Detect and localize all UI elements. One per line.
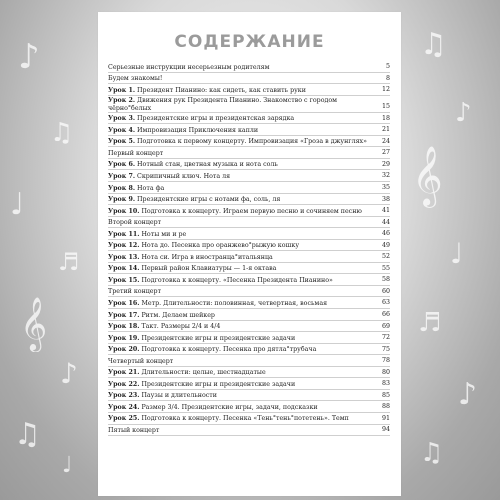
toc-lesson-number: Урок 10. [108, 207, 140, 215]
toc-page-number: 83 [381, 380, 390, 388]
toc-page-number: 60 [381, 287, 390, 295]
toc-entry [108, 321, 390, 333]
toc-entry-title [108, 219, 390, 227]
toc-entry-title [108, 415, 390, 423]
toc-entry-title [108, 427, 390, 435]
toc-lesson-number: Урок 6. [108, 161, 136, 169]
toc-entry-title [108, 242, 390, 250]
toc-page-number: 94 [381, 426, 390, 434]
toc-page-number: 75 [381, 345, 390, 353]
toc-entry-text: Подготовка к концерту. Песенка про дятла°трубача [141, 346, 317, 354]
toc-entry-text: Подготовка к концерту. Играем первую песню и сочиняем песню [141, 207, 362, 215]
toc-entry-text: Метр. Длительности: половинная, четвертная, восьмая [141, 299, 328, 307]
toc-entry [108, 124, 390, 136]
toc-lesson-number: Урок 14. [108, 265, 140, 273]
toc-entry-text: Ритм. Делаем шейкер [141, 311, 215, 319]
toc-entry [108, 96, 390, 113]
treble-clef-icon: 𝄞 [20, 296, 48, 350]
toc-entry [108, 401, 390, 413]
toc-entry-title [108, 288, 390, 296]
toc-entry-text: Нота фа [137, 184, 165, 192]
toc-entry-text: Нотный стан, цветная музыка и нота соль [137, 161, 278, 169]
toc-lesson-number: Урок 8. [108, 184, 136, 192]
toc-lesson-number: Урок 9. [108, 196, 136, 204]
toc-entry-text: Серьезные инструкции несерьезным родителям [108, 63, 270, 71]
music-note-icon: ♬ [418, 308, 442, 338]
toc-page-number: 38 [381, 195, 390, 203]
toc-lesson-number: Урок 15. [108, 276, 140, 284]
toc-entry-text: Размер 3/4. Президентские игры, задачи, подсказки [141, 403, 318, 411]
toc-page-number: 58 [381, 276, 390, 284]
toc-page-number: 85 [381, 391, 390, 399]
toc-entry-title [108, 161, 390, 169]
toc-entry-text: Второй концерт [108, 219, 162, 227]
toc-entry [108, 297, 390, 309]
toc-page-number: 55 [381, 264, 390, 272]
toc-entry-title [108, 185, 390, 193]
toc-entry-title [108, 381, 390, 389]
treble-clef-icon: 𝄞 [412, 146, 443, 206]
toc-entry-title [108, 265, 390, 273]
toc-entry-text: Импровизация Приключения капли [137, 126, 259, 134]
toc-entry-title [108, 369, 390, 377]
page-title: СОДЕРЖАНИЕ [174, 32, 325, 52]
toc-entry [108, 367, 390, 379]
toc-entry [108, 182, 390, 194]
toc-entry-text: Президент Пианино: как сидеть, как ставить руки [137, 86, 306, 94]
toc-page-number: 49 [381, 241, 390, 249]
toc-entry [108, 425, 390, 437]
music-note-icon: ♩ [10, 187, 25, 222]
toc-entry [108, 170, 390, 182]
toc-entry [108, 147, 390, 159]
toc-page-number: 15 [381, 103, 390, 111]
toc-entry-title [108, 404, 390, 412]
toc-entry-text: Паузы и длительности [141, 392, 217, 400]
toc-lesson-number: Урок 17. [108, 311, 140, 319]
toc-lesson-number: Урок 25. [108, 415, 140, 423]
toc-page-number: 5 [385, 62, 390, 70]
toc-entry-title [108, 277, 390, 285]
toc-entry-text: Подготовка к концерту. «Песенка Президента Пианино» [141, 276, 333, 284]
toc-lesson-number: Урок 4. [108, 126, 136, 134]
toc-page-number: 27 [381, 149, 390, 157]
toc-entry [108, 240, 390, 252]
toc-entry-title [108, 231, 390, 239]
toc-entry-title [108, 300, 390, 308]
music-note-icon: ♫ [420, 27, 447, 62]
toc-lesson-number: Урок 1. [108, 86, 136, 94]
toc-page-number: 35 [381, 183, 390, 191]
toc-entry [108, 217, 390, 229]
toc-page-number: 66 [381, 310, 390, 318]
toc-page-number: 69 [381, 322, 390, 330]
toc-entry-text: Подготовка к концерту. Песенка «Тень°тень°потетень». Темп [141, 415, 349, 423]
toc-entry-text: Президентские игры и президентская зарядка [137, 115, 295, 123]
toc-lesson-number: Урок 24. [108, 403, 140, 411]
toc-entry [108, 332, 390, 344]
toc-lesson-number: Урок 18. [108, 323, 140, 331]
toc-lesson-number: Урок 12. [108, 242, 140, 250]
toc-entry-text: Нота си. Игра в иностранца°итальянца [141, 253, 273, 261]
toc-lesson-number: Урок 21. [108, 369, 140, 377]
toc-page-number: 44 [381, 218, 390, 226]
music-note-icon: ♩ [62, 453, 73, 478]
toc-entry-text: Четвертый концерт [108, 357, 174, 365]
toc-page-number: 41 [381, 207, 390, 215]
toc-entry [108, 84, 390, 96]
toc-lesson-number: Урок 20. [108, 346, 140, 354]
toc-page-number: 8 [385, 74, 390, 82]
toc-entry-text: Ноты ми и ре [141, 230, 187, 238]
toc-entry-text: Президентские игры с нотами фа, соль, ля [137, 196, 281, 204]
toc-entry-text: Президентские игры и президентские задачи [141, 380, 296, 388]
toc-entry-text: Будем знакомы! [108, 75, 163, 83]
toc-entry-text: Пятый концерт [108, 427, 160, 434]
toc-entry-title [108, 138, 390, 146]
music-note-icon: ♩ [450, 237, 464, 270]
toc-entry-text: Президентские игры и президентские задачи [141, 334, 296, 342]
toc-entry-title [108, 87, 390, 95]
toc-page-number: 52 [381, 253, 390, 261]
toc-page-number: 32 [381, 172, 390, 180]
toc-entry-title [108, 150, 390, 158]
toc-entry-title [108, 196, 390, 204]
toc-page-number: 12 [381, 86, 390, 94]
toc-entry-title [108, 335, 390, 343]
toc-entry [108, 136, 390, 148]
toc-entry [108, 73, 390, 85]
toc-page-number: 78 [381, 357, 390, 365]
toc-entry-title [108, 173, 390, 181]
toc-entry [108, 344, 390, 356]
toc-entry-title [108, 323, 390, 331]
toc-page-number: 88 [381, 403, 390, 411]
toc-lesson-number: Урок 16. [108, 299, 140, 307]
toc-lesson-number: Урок 2. [108, 97, 136, 105]
toc-entry [108, 194, 390, 206]
toc-lesson-number: Урок 11. [108, 230, 140, 238]
toc-entry-title [108, 127, 390, 135]
toc-entry [108, 228, 390, 240]
toc-entry-title [108, 75, 390, 83]
toc-lesson-number: Урок 7. [108, 172, 136, 180]
toc-entry-text: Первый район Клавиатуры — 1-я октава [141, 265, 277, 273]
toc-entry [108, 61, 390, 73]
toc-entry-text: Третий концерт [108, 288, 162, 296]
toc-page-number: 21 [381, 126, 390, 134]
toc-lesson-number: Урок 13. [108, 253, 140, 261]
toc-entry-text: Подготовка к первому концерту. Импровизация «Гроза в джунглях» [137, 138, 367, 146]
toc-page-number: 80 [381, 368, 390, 376]
contents-page [98, 12, 401, 496]
toc-page-number: 72 [381, 334, 390, 342]
toc-lesson-number: Урок 23. [108, 392, 140, 400]
toc-entry-title [108, 346, 390, 354]
toc-entry [108, 390, 390, 402]
toc-entry [108, 263, 390, 275]
toc-entry [108, 251, 390, 263]
toc-lesson-number: Урок 3. [108, 115, 136, 123]
toc-entry [108, 378, 390, 390]
toc-entry [108, 286, 390, 298]
music-note-icon: ♫ [50, 118, 74, 148]
table-of-contents [108, 61, 390, 436]
toc-entry [108, 309, 390, 321]
toc-lesson-number: Урок 19. [108, 334, 140, 342]
music-note-icon: ♪ [60, 357, 78, 390]
toc-entry-title [108, 312, 390, 320]
toc-page-number: 63 [381, 299, 390, 307]
toc-entry-title [108, 97, 390, 112]
toc-entry [108, 274, 390, 286]
music-note-icon: ♪ [18, 37, 40, 77]
toc-page-number: 29 [381, 160, 390, 168]
music-note-icon: ♬ [58, 248, 80, 276]
toc-entry-title [108, 64, 390, 72]
music-note-icon: ♪ [458, 377, 478, 412]
toc-entry-text: Длительности: целые, шестнадцатые [141, 369, 266, 377]
music-note-icon: ♪ [455, 98, 472, 128]
toc-entry-title [108, 254, 390, 262]
music-note-icon: ♫ [420, 438, 444, 468]
toc-entry-text: Первый концерт [108, 149, 164, 157]
toc-entry [108, 205, 390, 217]
toc-lesson-number: Урок 22. [108, 380, 140, 388]
toc-entry-title [108, 392, 390, 400]
toc-entry-text: Такт. Размеры 2/4 и 4/4 [141, 323, 221, 331]
toc-entry-text: Движения рук Президента Пианино. Знакомство с городом чёрно°белых [108, 97, 338, 112]
toc-page-number: 24 [381, 137, 390, 145]
toc-page-number: 46 [381, 230, 390, 238]
toc-page-number: 18 [381, 114, 390, 122]
toc-entry-title [108, 358, 390, 366]
toc-entry [108, 159, 390, 171]
toc-entry-text: Нота до. Песенка про оранжево°рыжую кошку [141, 242, 300, 250]
toc-entry-title [108, 208, 390, 216]
toc-lesson-number: Урок 5. [108, 138, 136, 146]
toc-page-number: 91 [381, 414, 390, 422]
toc-entry-text: Скрипичный ключ. Нота ля [137, 172, 231, 180]
toc-entry [108, 113, 390, 125]
toc-entry [108, 355, 390, 367]
toc-entry [108, 413, 390, 425]
toc-entry-title [108, 115, 390, 123]
music-note-icon: ♫ [14, 417, 41, 452]
